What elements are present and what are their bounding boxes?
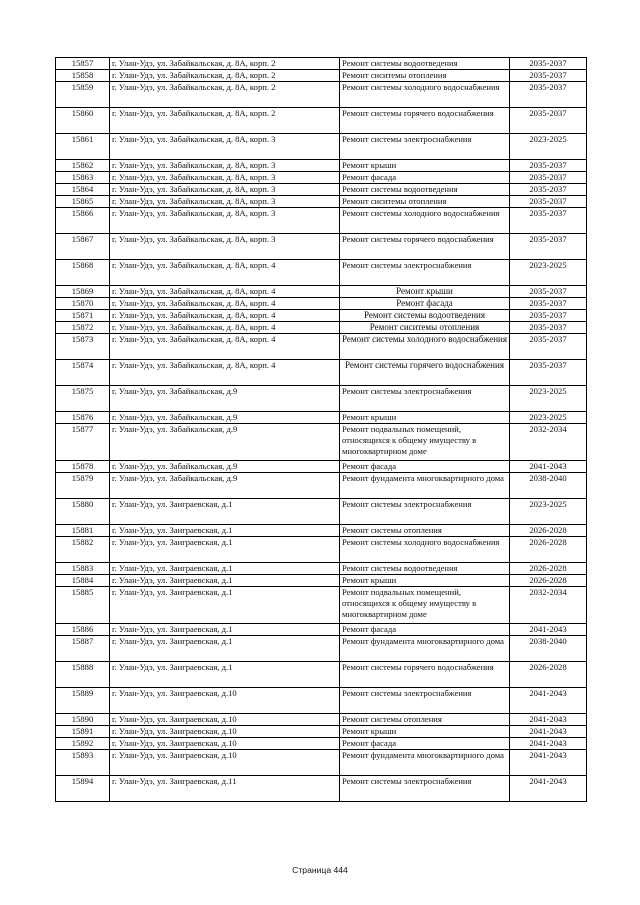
- address-cell: г. Улан-Удэ, ул. Заиграевская, д.10: [110, 726, 340, 738]
- address-cell: г. Улан-Удэ, ул. Забайкальская, д. 8А, корп. 3: [110, 234, 340, 260]
- work-type-cell: Ремонт системы холодного водоснабжения: [340, 334, 510, 360]
- period-cell: 2041-2043: [510, 726, 587, 738]
- address-cell: г. Улан-Удэ, ул. Забайкальская, д. 8А, корп. 2: [110, 70, 340, 82]
- table-row: [56, 499, 587, 525]
- work-type-cell: Ремонт крыши: [340, 726, 510, 738]
- work-type-cell: Ремонт сиситемы отопления: [340, 196, 510, 208]
- address-cell: г. Улан-Удэ, ул. Забайкальская, д. 8А, корп. 3: [110, 196, 340, 208]
- work-type-cell: Ремонт подвальных помещений, относящихся к общему имуществу в многоквартирном доме: [340, 424, 510, 461]
- row-id-cell: 15889: [56, 688, 110, 714]
- address-cell: г. Улан-Удэ, ул. Заиграевская, д.1: [110, 624, 340, 636]
- table-row: [56, 360, 587, 386]
- row-id-cell: 15878: [56, 461, 110, 473]
- period-cell: 2041-2043: [510, 750, 587, 776]
- table-row: [56, 424, 587, 461]
- work-type-cell: Ремонт системы горячего водоснабжения: [340, 662, 510, 688]
- work-type-cell: Ремонт системы холодного водоснабжения: [340, 537, 510, 563]
- row-id-cell: 15875: [56, 386, 110, 412]
- table-row: [56, 575, 587, 587]
- address-cell: г. Улан-Удэ, ул. Забайкальская, д. 8А, корп. 3: [110, 134, 340, 160]
- row-id-cell: 15869: [56, 286, 110, 298]
- period-cell: 2035-2037: [510, 360, 587, 386]
- work-type-cell: Ремонт крыши: [340, 575, 510, 587]
- table-row: [56, 662, 587, 688]
- table-row: [56, 322, 587, 334]
- work-type-cell: Ремонт фасада: [340, 624, 510, 636]
- table-row: [56, 537, 587, 563]
- address-cell: г. Улан-Удэ, ул. Заиграевская, д.1: [110, 563, 340, 575]
- period-cell: 2041-2043: [510, 624, 587, 636]
- address-cell: г. Улан-Удэ, ул. Забайкальская, д. 8А, корп. 3: [110, 160, 340, 172]
- table-row: [56, 750, 587, 776]
- table-row: [56, 234, 587, 260]
- period-cell: 2035-2037: [510, 286, 587, 298]
- table-row: [56, 82, 587, 108]
- work-type-cell: Ремонт сиситемы отопления: [340, 70, 510, 82]
- table-row: [56, 636, 587, 662]
- work-type-cell: Ремонт системы горячего водоснабжения: [340, 108, 510, 134]
- row-id-cell: 15859: [56, 82, 110, 108]
- row-id-cell: 15881: [56, 525, 110, 537]
- period-cell: 2035-2037: [510, 70, 587, 82]
- work-type-cell: Ремонт подвальных помещений, относящихся к общему имуществу в многоквартирном доме: [340, 587, 510, 624]
- table-row: [56, 688, 587, 714]
- period-cell: 2026-2028: [510, 563, 587, 575]
- table-row: [56, 473, 587, 499]
- work-type-cell: Ремонт системы электроснабжения: [340, 260, 510, 286]
- row-id-cell: 15862: [56, 160, 110, 172]
- work-type-cell: Ремонт системы электроснабжения: [340, 688, 510, 714]
- table-row: [56, 172, 587, 184]
- row-id-cell: 15880: [56, 499, 110, 525]
- period-cell: 2026-2028: [510, 525, 587, 537]
- work-type-cell: Ремонт крыши: [340, 160, 510, 172]
- work-type-cell: Ремонт системы водоотведения: [340, 310, 510, 322]
- table-row: [56, 726, 587, 738]
- address-cell: г. Улан-Удэ, ул. Забайкальская, д. 8А, корп. 3: [110, 184, 340, 196]
- period-cell: 2023-2025: [510, 260, 587, 286]
- work-type-cell: Ремонт сиситемы отопления: [340, 322, 510, 334]
- period-cell: 2035-2037: [510, 160, 587, 172]
- address-cell: г. Улан-Удэ, ул. Забайкальская, д. 8А, корп. 2: [110, 82, 340, 108]
- table-row: [56, 298, 587, 310]
- row-id-cell: 15866: [56, 208, 110, 234]
- period-cell: 2035-2037: [510, 196, 587, 208]
- row-id-cell: 15893: [56, 750, 110, 776]
- work-type-cell: Ремонт системы водоотведения: [340, 58, 510, 70]
- period-cell: 2038-2040: [510, 636, 587, 662]
- period-cell: 2026-2028: [510, 537, 587, 563]
- period-cell: 2035-2037: [510, 82, 587, 108]
- row-id-cell: 15864: [56, 184, 110, 196]
- table-row: [56, 196, 587, 208]
- row-id-cell: 15876: [56, 412, 110, 424]
- work-type-cell: Ремонт фундамента многоквартирного дома: [340, 473, 510, 499]
- table-row: [56, 776, 587, 802]
- address-cell: г. Улан-Удэ, ул. Заиграевская, д.1: [110, 575, 340, 587]
- table-row: [56, 160, 587, 172]
- period-cell: 2041-2043: [510, 461, 587, 473]
- row-id-cell: 15894: [56, 776, 110, 802]
- period-cell: 2023-2025: [510, 412, 587, 424]
- address-cell: г. Улан-Удэ, ул. Забайкальская, д. 8А, корп. 4: [110, 298, 340, 310]
- address-cell: г. Улан-Удэ, ул. Забайкальская, д. 8А, корп. 4: [110, 260, 340, 286]
- period-cell: 2026-2028: [510, 662, 587, 688]
- table-row: [56, 70, 587, 82]
- period-cell: 2032-2034: [510, 424, 587, 461]
- period-cell: 2035-2037: [510, 322, 587, 334]
- row-id-cell: 15887: [56, 636, 110, 662]
- work-type-cell: Ремонт системы отопления: [340, 525, 510, 537]
- period-cell: 2041-2043: [510, 688, 587, 714]
- period-cell: 2035-2037: [510, 334, 587, 360]
- row-id-cell: 15888: [56, 662, 110, 688]
- table-row: [56, 587, 587, 624]
- address-cell: г. Улан-Удэ, ул. Забайкальская, д. 8А, корп. 2: [110, 108, 340, 134]
- work-type-cell: Ремонт системы отопления: [340, 714, 510, 726]
- work-type-cell: Ремонт фасада: [340, 172, 510, 184]
- table-row: [56, 134, 587, 160]
- row-id-cell: 15868: [56, 260, 110, 286]
- row-id-cell: 15872: [56, 322, 110, 334]
- address-cell: г. Улан-Удэ, ул. Заиграевская, д.1: [110, 636, 340, 662]
- address-cell: г. Улан-Удэ, ул. Забайкальская, д. 8А, корп. 4: [110, 360, 340, 386]
- row-id-cell: 15870: [56, 298, 110, 310]
- address-cell: г. Улан-Удэ, ул. Забайкальская, д.9: [110, 461, 340, 473]
- period-cell: 2035-2037: [510, 108, 587, 134]
- work-type-cell: Ремонт крыши: [340, 412, 510, 424]
- address-cell: г. Улан-Удэ, ул. Заиграевская, д.1: [110, 587, 340, 624]
- address-cell: г. Улан-Удэ, ул. Заиграевская, д.1: [110, 525, 340, 537]
- row-id-cell: 15860: [56, 108, 110, 134]
- row-id-cell: 15858: [56, 70, 110, 82]
- row-id-cell: 15873: [56, 334, 110, 360]
- address-cell: г. Улан-Удэ, ул. Забайкальская, д. 8А, корп. 4: [110, 310, 340, 322]
- period-cell: 2035-2037: [510, 208, 587, 234]
- work-type-cell: Ремонт фундамента многоквартирного дома: [340, 750, 510, 776]
- row-id-cell: 15892: [56, 738, 110, 750]
- work-type-cell: Ремонт фасада: [340, 461, 510, 473]
- row-id-cell: 15890: [56, 714, 110, 726]
- table-row: [56, 208, 587, 234]
- address-cell: г. Улан-Удэ, ул. Заиграевская, д.1: [110, 662, 340, 688]
- table-row: [56, 58, 587, 70]
- work-type-cell: Ремонт крыши: [340, 286, 510, 298]
- table-row: [56, 461, 587, 473]
- work-type-cell: Ремонт системы водоотведения: [340, 184, 510, 196]
- row-id-cell: 15874: [56, 360, 110, 386]
- row-id-cell: 15885: [56, 587, 110, 624]
- address-cell: г. Улан-Удэ, ул. Забайкальская, д.9: [110, 473, 340, 499]
- address-cell: г. Улан-Удэ, ул. Забайкальская, д. 8А, корп. 4: [110, 334, 340, 360]
- table-row: [56, 260, 587, 286]
- table-row: [56, 334, 587, 360]
- address-cell: г. Улан-Удэ, ул. Заиграевская, д.11: [110, 776, 340, 802]
- table-row: [56, 184, 587, 196]
- period-cell: 2023-2025: [510, 499, 587, 525]
- table-row: [56, 386, 587, 412]
- work-type-cell: Ремонт фундамента многоквартирного дома: [340, 636, 510, 662]
- row-id-cell: 15867: [56, 234, 110, 260]
- address-cell: г. Улан-Удэ, ул. Заиграевская, д.1: [110, 537, 340, 563]
- period-cell: 2035-2037: [510, 172, 587, 184]
- table-row: [56, 714, 587, 726]
- period-cell: 2041-2043: [510, 738, 587, 750]
- period-cell: 2041-2043: [510, 776, 587, 802]
- address-cell: г. Улан-Удэ, ул. Заиграевская, д.10: [110, 738, 340, 750]
- row-id-cell: 15883: [56, 563, 110, 575]
- period-cell: 2035-2037: [510, 58, 587, 70]
- address-cell: г. Улан-Удэ, ул. Забайкальская, д. 8А, корп. 2: [110, 58, 340, 70]
- work-type-cell: Ремонт системы горячего водоснабжения: [340, 234, 510, 260]
- period-cell: 2035-2037: [510, 234, 587, 260]
- row-id-cell: 15886: [56, 624, 110, 636]
- address-cell: г. Улан-Удэ, ул. Забайкальская, д.9: [110, 386, 340, 412]
- row-id-cell: 15857: [56, 58, 110, 70]
- work-type-cell: Ремонт системы холодного водоснабжения: [340, 82, 510, 108]
- address-cell: г. Улан-Удэ, ул. Забайкальская, д. 8А, корп. 4: [110, 286, 340, 298]
- page-number: Страница 444: [292, 865, 348, 875]
- period-cell: 2041-2043: [510, 714, 587, 726]
- work-type-cell: Ремонт фасада: [340, 738, 510, 750]
- table-row: [56, 738, 587, 750]
- row-id-cell: 15861: [56, 134, 110, 160]
- address-cell: г. Улан-Удэ, ул. Забайкальская, д. 8А, корп. 3: [110, 208, 340, 234]
- table-row: [56, 412, 587, 424]
- work-type-cell: Ремонт системы горячего водоснабжения: [340, 360, 510, 386]
- row-id-cell: 15877: [56, 424, 110, 461]
- work-type-cell: Ремонт системы электроснабжения: [340, 134, 510, 160]
- address-cell: г. Улан-Удэ, ул. Заиграевская, д.10: [110, 714, 340, 726]
- period-cell: 2035-2037: [510, 310, 587, 322]
- address-cell: г. Улан-Удэ, ул. Заиграевская, д.10: [110, 750, 340, 776]
- row-id-cell: 15865: [56, 196, 110, 208]
- table-row: [56, 624, 587, 636]
- period-cell: 2035-2037: [510, 298, 587, 310]
- period-cell: 2038-2040: [510, 473, 587, 499]
- row-id-cell: 15863: [56, 172, 110, 184]
- address-cell: г. Улан-Удэ, ул. Заиграевская, д.1: [110, 499, 340, 525]
- address-cell: г. Улан-Удэ, ул. Заиграевская, д.10: [110, 688, 340, 714]
- table-row: [56, 286, 587, 298]
- table-row: [56, 108, 587, 134]
- work-type-cell: Ремонт системы электроснабжения: [340, 499, 510, 525]
- table-row: [56, 525, 587, 537]
- period-cell: 2023-2025: [510, 134, 587, 160]
- row-id-cell: 15871: [56, 310, 110, 322]
- period-cell: 2026-2028: [510, 575, 587, 587]
- work-type-cell: Ремонт фасада: [340, 298, 510, 310]
- work-type-cell: Ремонт системы электроснабжения: [340, 776, 510, 802]
- row-id-cell: 15879: [56, 473, 110, 499]
- address-cell: г. Улан-Удэ, ул. Забайкальская, д.9: [110, 412, 340, 424]
- period-cell: 2023-2025: [510, 386, 587, 412]
- address-cell: г. Улан-Удэ, ул. Забайкальская, д.9: [110, 424, 340, 461]
- table-body: [56, 58, 587, 802]
- work-type-cell: Ремонт системы холодного водоснабжения: [340, 208, 510, 234]
- table-row: [56, 310, 587, 322]
- work-type-cell: Ремонт системы электроснабжения: [340, 386, 510, 412]
- period-cell: 2032-2034: [510, 587, 587, 624]
- table-row: [56, 563, 587, 575]
- period-cell: 2035-2037: [510, 184, 587, 196]
- address-cell: г. Улан-Удэ, ул. Забайкальская, д. 8А, корп. 3: [110, 172, 340, 184]
- address-cell: г. Улан-Удэ, ул. Забайкальская, д. 8А, корп. 4: [110, 322, 340, 334]
- row-id-cell: 15891: [56, 726, 110, 738]
- work-type-cell: Ремонт системы водоотведения: [340, 563, 510, 575]
- repair-schedule-table: [55, 57, 587, 802]
- row-id-cell: 15882: [56, 537, 110, 563]
- row-id-cell: 15884: [56, 575, 110, 587]
